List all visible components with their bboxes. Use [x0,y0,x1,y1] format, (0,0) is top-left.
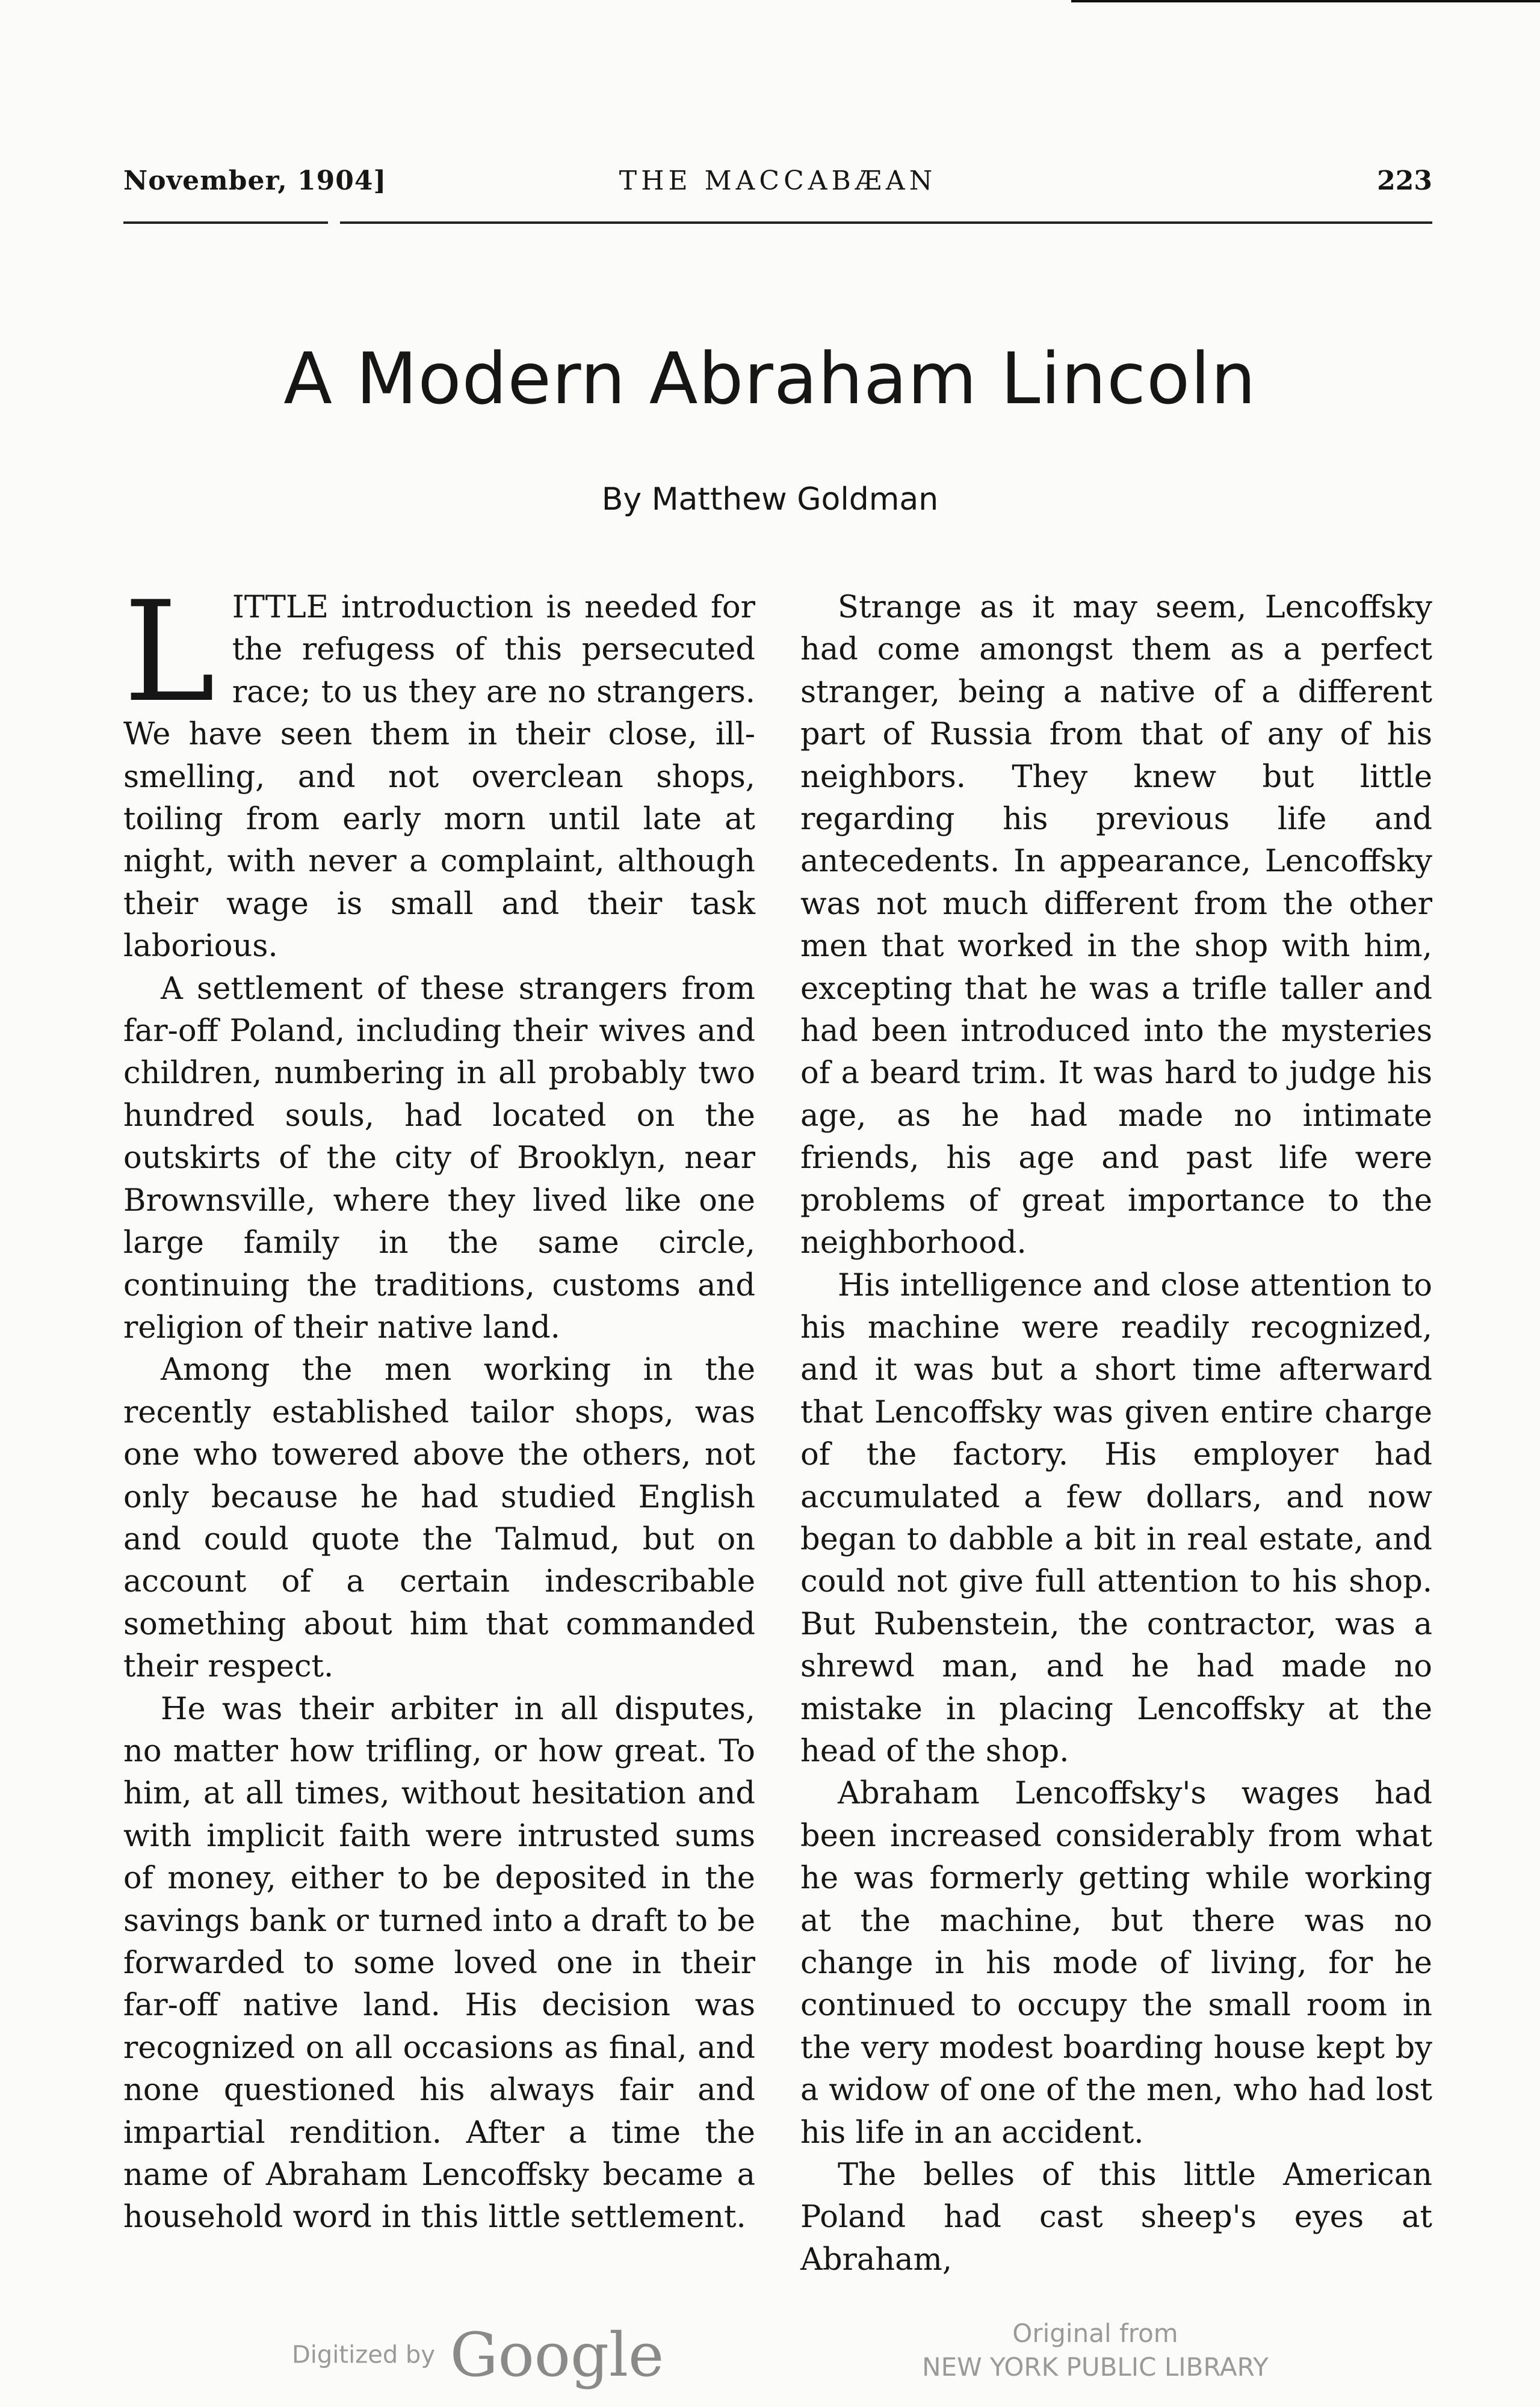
paragraph-text: ITTLE introduction is needed for the refugess of this persecuted race; to us they are no strangers. We have seen them in their close, ill-smelling, and not overclean shops, toiling from early morn until late at night, with never a complaint, although their wage is small and their task laborious. [123,590,755,965]
journal-title: THE MACCABÆAN [619,165,937,196]
paragraph [123,572,755,968]
running-header [123,165,1432,214]
digitized-by-text: Digitized by [292,2341,435,2369]
paragraph: He was their arbiter in all disputes, no matter how trifling, or how great. To him, at all times, without hesitation and with implicit faith were intrusted sums of money, either to be deposited in the savings bank or turned into a draft to be forwarded to some loved one in their far-off native land. His decision was recognized on all occasions as final, and none questioned his always fair and impartial rendition. After a time the name of Abraham Lencoffsky became a household word in this little settlement. [123,1691,755,2236]
article-byline: By Matthew Goldman [601,481,939,518]
page-number: 223 [1377,165,1432,196]
drop-cap: L [123,572,215,733]
right-column [800,587,1432,2281]
top-edge-rule [1071,0,1540,2]
left-column [123,572,755,2239]
paragraph: Strange as it may seem, Lencoffsky had come amongst them as a perfect stranger, being a native of a different part of Russia from that of any of his neighbors. They knew but little regarding his previous life and antecedents. In appearance, Lencoffsky was not much different from the other men that worked in the shop with him, excepting that he was a trifle taller and had been introduced into the mysteries of a beard trim. It was hard to judge his age, as he had made no intimate friends, his age and past life were problems of great importance to the neighborhood. [800,590,1432,1261]
paragraph: A settlement of these strangers from far-off Poland, including their wives and children, numbering in all probably two hundred souls, had located on the outskirts of the city of Brooklyn, near Brownsville, where they lived like one large family in the same circle, continuing the traditions, customs and religion of their native land. [123,971,755,1346]
digitized-credit [292,2320,664,2390]
header-rule-right [340,221,1432,224]
paragraph: Abraham Lencoffsky's wages had been increased considerably from what he was formerly getting while working at the machine, but there was no change in his mode of living, for he continued to occupy the small room in the very modest boarding house kept by a widow of one of the men, who had lost his life in an accident. [800,1776,1432,2151]
google-logo: Google [450,2320,664,2390]
paragraph: Among the men working in the recently established tailor shops, was one who towered above the others, not only because he had studied English and could quote the Talmud, but on account of a certain indescribable something about him that commanded their respect. [123,1352,755,1685]
article-title: A Modern Abraham Lincoln [283,337,1257,420]
paragraph: His intelligence and close attention to his machine were readily recognized, and it was but a short time afterward that Lencoffsky was given entire charge of the factory. His employer had accumulated a few dollars, and now began to dabble a bit in real estate, and could not give full attention to his shop. But Rubenstein, the contractor, was a shrewd man, and he had made no mistake in placing Lencoffsky at the head of the shop. [800,1267,1432,1769]
issue-date: November, 1904] [123,165,387,196]
original-from-text: Original from [1012,2319,1178,2348]
paragraph: The belles of this little American Poland had cast sheep's eyes at Abraham, [800,2157,1432,2278]
library-credit [891,2317,1300,2384]
header-rule-left [123,221,328,224]
library-name: NEW YORK PUBLIC LIBRARY [922,2352,1269,2382]
